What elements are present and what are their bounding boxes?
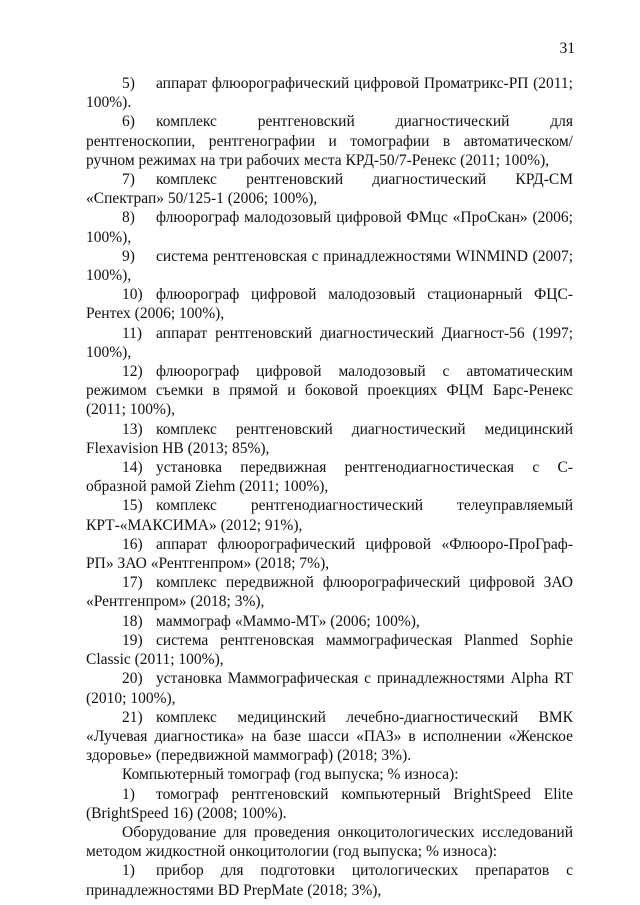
list-paragraph — [86, 765, 573, 784]
list-item-text: флюорограф цифровой малодозовый стационарный ФЦС-Рентех (2006; 100%), — [86, 286, 573, 323]
document-body — [86, 74, 573, 900]
list-item-text: аппарат флюорографический цифровой «Флюоро-ПроГраф-РП» ЗАО «Рентгенпром» (2018; 7%), — [86, 535, 573, 573]
list-item-text: установка Маммографическая с принадлежностями Alpha RT (2010; 100%), — [86, 670, 573, 707]
list-item-text: система рентгеновская с принадлежностями WINMIND (2007; 100%), — [86, 247, 573, 285]
list-item-text: комплекс передвижной флюорографический цифровой ЗАО «Рентгенпром» (2018; 3%), — [86, 574, 573, 611]
list-paragraph — [86, 362, 573, 420]
list-item-text: Оборудование для проведения онкоцитологических исследований методом жидкостной онкоцитологии (год выпуска; % износа): — [86, 823, 573, 861]
list-item-text: аппарат рентгеновский диагностический Диагност-56 (1997; 100%), — [86, 324, 573, 361]
list-item-number: 10) — [122, 286, 143, 304]
list-item-number: 15) — [122, 497, 143, 515]
list-paragraph — [86, 458, 573, 496]
list-paragraph — [86, 573, 573, 611]
list-item-number: 1) — [122, 785, 135, 803]
list-paragraph — [86, 496, 573, 534]
list-item-text: флюорограф малодозовый цифровой ФМцс «ПроСкан» (2006; 100%), — [86, 209, 573, 246]
list-paragraph — [86, 669, 573, 707]
list-item-number: 19) — [122, 631, 143, 649]
list-item-text: аппарат флюорографический цифровой Проматрикс-РП (2011; 100%). — [86, 75, 573, 112]
list-item-text: комплекс рентгеновский диагностический для рентгеноскопии, рентгенографии и томографии в автоматическом/ручном режимах на три рабочих места КРД-50/7-Ренекс (2011; 100%), — [86, 113, 573, 169]
list-paragraph — [86, 208, 573, 246]
list-item-text: система рентгеновская маммографическая Planmed Sophie Classic (2011; 100%), — [86, 631, 573, 669]
list-item-text: установка передвижная рентгенодиагностическая с С-образной рамой Ziehm (2011; 100%), — [86, 459, 573, 496]
list-paragraph — [86, 324, 573, 362]
list-paragraph — [86, 247, 573, 285]
list-item-text: Компьютерный томограф (год выпуска; % износа): — [122, 766, 459, 784]
list-paragraph — [86, 170, 573, 208]
list-item-number: 21) — [122, 708, 143, 726]
list-item-text: флюорограф цифровой малодозовый с автоматическим режимом съемки в прямой и боковой проекциях ФЦМ Барс-Ренекс (2011; 100%), — [86, 363, 573, 419]
list-item-text: комплекс рентгенодиагностический телеуправляемый КРТ-«МАКСИМА» (2012; 91%), — [86, 497, 573, 534]
list-item-text: комплекс рентгеновский диагностический медицинский Flexavision HB (2013; 85%), — [86, 420, 573, 457]
list-paragraph — [86, 612, 573, 631]
page-number: 31 — [559, 40, 575, 57]
list-item-number: 11) — [122, 324, 143, 342]
list-item-text: комплекс медицинский лечебно-диагностический ВМК «Лучевая диагностика» на базе шасси «ПАЗ» в исполнении «Женское здоровье» (передвижной маммограф) (2018; 3%). — [86, 708, 573, 765]
list-item-text: прибор для подготовки цитологических препаратов с принадлежностями BD PrepMate (2018; 3%), — [86, 862, 573, 899]
list-item-number: 14) — [122, 459, 143, 477]
list-item-number: 6) — [122, 113, 135, 131]
list-item-number: 5) — [122, 75, 135, 92]
list-item-number: 12) — [122, 363, 143, 381]
list-paragraph — [86, 420, 573, 458]
list-paragraph — [86, 285, 573, 323]
list-paragraph — [86, 823, 573, 861]
list-item-number: 7) — [122, 171, 135, 189]
list-paragraph — [86, 861, 573, 899]
list-item-number: 13) — [122, 420, 143, 438]
list-paragraph — [86, 535, 573, 573]
list-paragraph — [86, 785, 573, 823]
list-item-text: маммограф «Маммо-МТ» (2006; 100%), — [156, 612, 420, 630]
list-item-number: 16) — [122, 535, 143, 553]
list-item-number: 18) — [122, 612, 143, 630]
list-item-text: томограф рентгеновский компьютерный BrightSpeed Elite (BrightSpeed 16) (2008; 100%). — [86, 785, 573, 822]
list-item-number: 8) — [122, 209, 135, 227]
list-paragraph — [86, 112, 573, 170]
list-paragraph — [86, 74, 573, 112]
list-paragraph — [86, 631, 573, 669]
list-item-number: 9) — [122, 247, 135, 265]
list-paragraph — [86, 708, 573, 766]
list-item-number: 17) — [122, 574, 143, 592]
list-item-number: 1) — [122, 862, 135, 880]
list-item-text: комплекс рентгеновский диагностический КРД-СМ «Спектрап» 50/125-1 (2006; 100%), — [86, 171, 573, 208]
list-item-number: 20) — [122, 670, 143, 688]
